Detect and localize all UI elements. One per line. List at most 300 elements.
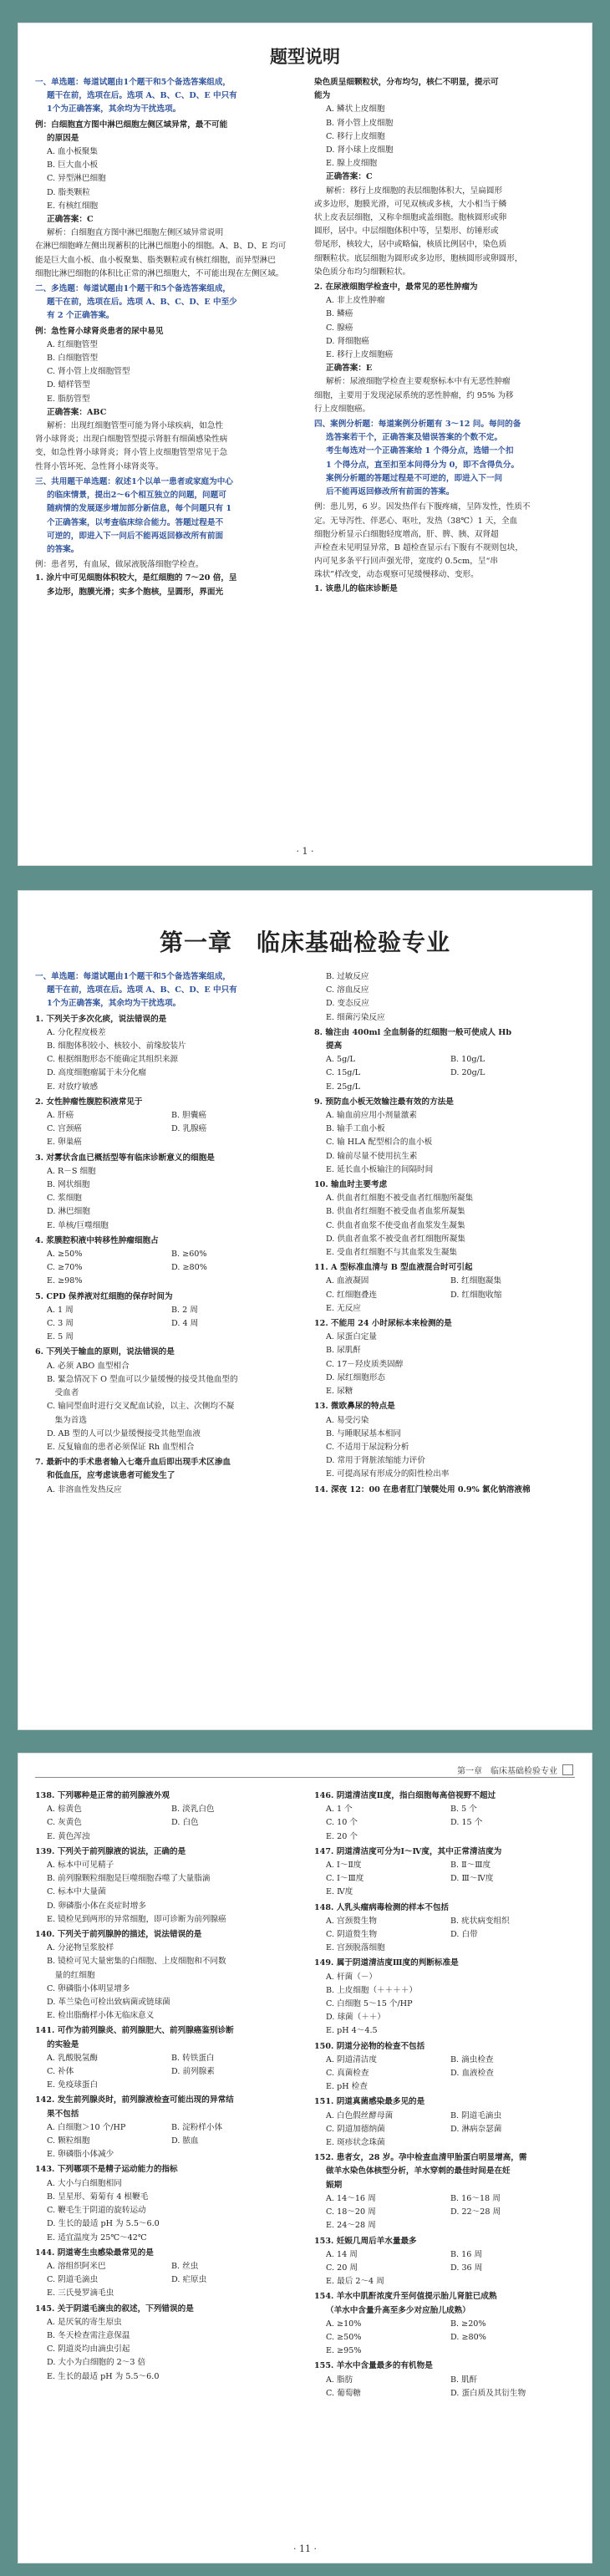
option-text: A. 血液凝固 (326, 1276, 369, 1286)
option-pair (314, 2110, 575, 2122)
text-line: 正确答案：C (47, 215, 94, 225)
text-line: 144. 阴道寄生虫感染最常见的是 (35, 2248, 154, 2258)
page-number: · 11 · (293, 2543, 317, 2554)
option-text: C. 阴道毛滴虫 (47, 2275, 99, 2285)
right-column (314, 971, 575, 1498)
option-pair (314, 2193, 575, 2205)
left-column (35, 1790, 296, 2401)
text-line: A. 非溶血性发热反应 (47, 1484, 122, 1494)
header-rule (35, 1777, 575, 1778)
text-line: C. 不适用于尿淀粉分析 (326, 1442, 409, 1452)
text-line: A. R－S 细胞 (47, 1166, 96, 1176)
option-pair (35, 2122, 296, 2134)
text-line: 定。无导泻性、伴恶心、呕吐，发热（38℃）1 天，全血 (314, 516, 518, 526)
text-line: B. 緊急情况下 O 型血可以少量缓慢的接受其他血型的 (47, 1374, 238, 1384)
text-line: C. 溶血反应 (326, 985, 369, 995)
text-line: 147. 阴道清洁度可分为Ⅰ～Ⅳ度，其中正常清洁度为 (314, 1846, 502, 1856)
text-line: D. 大小为白细胞的 2～3 倍 (47, 2358, 146, 2368)
option-text: C. 颗粒细胞 (47, 2136, 90, 2146)
text-line: 后不能再返回修改所有前面的答案。 (326, 487, 455, 497)
text-line: E. 黄色浑浊 (47, 1831, 90, 1841)
text-line: B. 前列腺颗粒细胞是巨噬细胞吞噬了大量脂滴 (47, 1874, 211, 1884)
text-line: D. 尿红细胞形态 (326, 1372, 386, 1382)
option-text: A. 阴道清洁度 (326, 2054, 377, 2064)
option-text: A. 14～16 周 (326, 2193, 376, 2203)
option-text: B. 5 个 (450, 1805, 477, 1815)
text-line: 解析：移行上皮细胞的表层细胞体积大，呈扁圆形 (326, 186, 503, 196)
option-text: B. 红细胞凝集 (450, 1276, 502, 1286)
right-column (314, 1790, 575, 2401)
option-pair (35, 2261, 296, 2273)
option-pair (35, 2066, 296, 2078)
option-text: B. 淡乳白色 (171, 1805, 215, 1815)
page-2 (18, 891, 592, 1729)
text-line: B. 输手工血小板 (326, 1124, 385, 1134)
chapter-title: 第一章 临床基础检验专业 (159, 929, 450, 956)
text-line: 一、单选题：每道试题由1个题干和5个备选答案组成， (35, 78, 231, 87)
text-line: 受血者 (47, 1388, 79, 1398)
option-text: D. 15 个 (450, 1818, 483, 1828)
text-line: 145. 关于阴道毛滴虫的叙述，下列错误的是 (35, 2304, 194, 2314)
option-pair (314, 2249, 575, 2261)
text-line: 能是巨大血小板、血小板聚集、脂类颗粒或有核红细胞，而异型淋巴 (35, 255, 276, 265)
option-text: B. ≥60% (171, 1250, 207, 1260)
option-text: D. 前列腺素 (171, 2067, 215, 2077)
text-line: 状上皮表层细胞，又称伞细胞或盖细胞。胞核圆形或卵 (314, 213, 507, 223)
option-text: D. 蛋白质及其衍生物 (450, 2388, 526, 2398)
text-line: E. 镜检见到两形的异常细胞，即可诊断为前列腺癌 (47, 1914, 226, 1924)
option-text: C. 18～20 周 (326, 2207, 376, 2217)
text-line: 果不包括 (47, 2109, 79, 2119)
option-text: D. 22～28 周 (450, 2207, 501, 2217)
text-line: 例：患儿男，6 岁。因发热伴右下腹疼痛，呈阵发性，性质不 (314, 502, 531, 512)
option-text: B. 转铁蛋白 (171, 2053, 215, 2063)
option-pair (314, 1804, 575, 1815)
text-line: E. 腺上皮细胞 (326, 159, 378, 169)
option-text: C. ≥70% (47, 1263, 83, 1273)
text-line: 随病情的发展逐步增加部分新信息，每个问题只有 1 (47, 504, 232, 514)
text-line: 154. 羊水中肌酐浓度升至何值提示胎儿肾脏已成熟 (314, 2292, 497, 2302)
text-line: （羊水中含量升高至多少对应胎儿成熟） (326, 2305, 470, 2315)
text-line: 解析：尿液细胞学检查主要观察标本中有无恶性肿瘤 (326, 377, 511, 387)
text-line: D. 供血者血浆不被受血者红细胞所凝集 (326, 1234, 465, 1244)
text-line: B. 尿肌酐 (326, 1346, 361, 1356)
text-line: 正确答案：C (326, 172, 373, 182)
text-line: 细胞，主要用于发现泌尿系统的恶性肿瘤，约 95% 为移 (314, 390, 514, 400)
text-line: 考生每选对一个正确答案给 1 个得分点，选错一个扣 (326, 446, 514, 456)
page-1 (18, 23, 592, 865)
text-line: A. 供血者红细胞不被受血者红细胞所凝集 (326, 1194, 474, 1204)
text-line: 153. 妊娠几周后羊水量最多 (314, 2236, 417, 2246)
text-line: 染色质分布均匀细颗粒状。 (314, 267, 411, 277)
text-line: D. 生长的最适 pH 为 5.5～6.0 (47, 2219, 160, 2229)
option-text: C. 灰黄色 (47, 1818, 82, 1828)
text-line: 或多边形，胞膜光滑，可见双核或多核，大小相当于鳞 (314, 199, 507, 209)
left-column (35, 971, 296, 1498)
option-text: D. 乳腺癌 (171, 1124, 207, 1134)
option-pair (314, 1275, 575, 1287)
option-text: A. 宫颈赘生物 (326, 1916, 377, 1926)
text-line: 13. 微欧鼻尿的特点是 (314, 1402, 395, 1412)
option-text: C. 宫颈癌 (47, 1124, 82, 1134)
text-line: D. 肾细胞癌 (326, 336, 369, 346)
text-line: 量的红细胞 (47, 1970, 95, 1980)
text-line: 二、多选题：每道试题由1个题干和5个备选答案组成， (35, 284, 231, 294)
text-line: 一、单选题：每道试题由1个题干和5个备选答案组成， (35, 972, 231, 981)
option-pair (35, 2053, 296, 2064)
text-line: C. 异型淋巴细胞 (47, 174, 106, 184)
text-line: A. 易受污染 (326, 1415, 369, 1425)
text-line: 娠期 (326, 2180, 343, 2190)
text-line: 多边形，胞膜光滑；实多个胞核，呈圆形，界面光 (47, 587, 224, 597)
text-line: E. 对放疗敏感 (47, 1082, 99, 1092)
text-line: E. 斑疹状念珠菌 (326, 2138, 385, 2148)
text-line: 案例分析题的答题过程是不可逆的，即进入下一问 (326, 473, 503, 483)
text-line: 10. 输血时主要考虑 (314, 1180, 388, 1190)
text-line: B. 与睡眠尿基本相同 (326, 1428, 401, 1438)
text-line: 1 个得分点，直至扣至本问得分为 0，即不含得负分。 (326, 460, 520, 470)
option-text: D. 疟原虫 (171, 2275, 207, 2285)
text-line: 行上皮细胞癌。 (314, 404, 371, 414)
option-text: D. Ⅲ～Ⅳ度 (450, 1874, 494, 1884)
page-3 (18, 1754, 592, 2563)
text-line: 例：急性肾小球肾炎患者的尿中易见 (35, 326, 164, 336)
text-line: 解析：出现红细胞管型可能为肾小球疾病，如急性 (47, 421, 224, 431)
left-column (35, 77, 296, 600)
text-line: 140. 下列关于前列腺肿的描述，说法错误的是 (35, 1930, 202, 1940)
option-text: C. Ⅰ～Ⅲ度 (326, 1874, 364, 1884)
option-text: C. 10 个 (326, 1818, 358, 1828)
option-pair (314, 1054, 575, 1066)
text-line: E. 延长血小板输注的间隔时间 (326, 1164, 434, 1174)
option-text: B. 阴道毛滴虫 (450, 2110, 502, 2120)
text-line: 在淋巴细胞峰左侧出现蓄积的比淋巴细胞小的细胞。A、B、D、E 均可 (35, 242, 287, 252)
option-pair (314, 1916, 575, 1927)
text-line: A. 尿蛋白定量 (326, 1332, 377, 1342)
option-text: B. 10g/L (450, 1055, 485, 1065)
text-line: A. 杆菌（－） (326, 1972, 377, 1982)
option-text: D. 36 周 (450, 2263, 483, 2273)
text-line: E. 细菌污染反应 (326, 1012, 385, 1022)
option-text: C. 葡萄糖 (326, 2388, 361, 2398)
text-line: E. 25g/L (326, 1082, 361, 1092)
text-line: A. 分泌物呈浆胶样 (47, 1943, 114, 1953)
text-line: E. ≥95% (326, 2346, 362, 2356)
option-text: C. 阴道赘生物 (326, 1930, 378, 1940)
text-line: 155. 羊水中含量最多的有机物是 (314, 2361, 433, 2371)
text-line: D. 蜡样管型 (47, 380, 90, 390)
text-line: C. 17－羟皮质类固醇 (326, 1359, 404, 1369)
option-text: D. ≥80% (171, 1263, 207, 1273)
text-line: E. 有核红细胞 (47, 201, 99, 211)
option-text: C. 补体 (47, 2067, 74, 2077)
text-line: D. 肾小球上皮细胞 (326, 145, 394, 155)
option-pair (314, 1290, 575, 1301)
text-line: C. 标本中大量菌 (47, 1887, 106, 1897)
option-text: A. 棕黄色 (47, 1805, 82, 1815)
text-line: A. 必须 ABO 血型相合 (47, 1361, 130, 1371)
text-line: C. 根据细胞形态不能确定其组织来源 (47, 1055, 179, 1065)
text-line: 12. 不能用 24 小时尿标本来检测的是 (314, 1319, 452, 1329)
text-line: 细胞分析显示白细胞轻度增高，肝、脾、胰、双肾超 (314, 529, 499, 539)
text-line: 带尾形，核较大，居中或略偏，核质比例居中，染色质 (314, 240, 507, 250)
text-line: 的临床情景，提出2～6个相互独立的问题，问题可 (47, 491, 226, 501)
text-line: C. 移行上皮细胞 (326, 131, 385, 141)
text-line: 能为 (314, 91, 331, 101)
option-pair (35, 1804, 296, 1815)
option-text: A. 1 个 (326, 1805, 353, 1815)
text-line: 141. 可作为前列腺炎、前列腺肥大、前列腺癌鉴别诊断 (35, 2026, 234, 2036)
text-line: 11. A 型标准血清与 B 型血液混合时可引起 (314, 1263, 473, 1273)
text-line: 4. 浆膜腔积液中转移性肿瘤细胞占 (35, 1235, 159, 1245)
text-line: D. 输前尽量不使用抗生素 (326, 1151, 418, 1161)
option-pair (35, 2136, 296, 2147)
option-text: A. 白细胞＞10 个/HP (47, 2122, 126, 2132)
text-line: 2. 在尿液细胞学检查中，最常见的恶性肿瘤为 (314, 283, 478, 293)
text-line: E. 脂肪管型 (47, 394, 90, 404)
option-pair (314, 1873, 575, 1885)
text-line: A. 标本中可见精子 (47, 1861, 114, 1871)
text-line: E. pH 检查 (326, 2082, 368, 2092)
option-text: B. 丝虫 (171, 2261, 199, 2271)
option-text: C. ≥50% (326, 2332, 362, 2342)
text-line: B. 冬天检查需注意保温 (47, 2330, 130, 2340)
text-line: 声检查未见明显异常，B 超检查显示右下腹有不规则包块， (314, 542, 523, 552)
text-line: 1. 涂片中可见细胞体积较大，是红细胞的 7～20 倍，呈 (35, 573, 237, 583)
text-line: 7. 最新中的手术患者输入七毫升血后即出现手术区渗血 (35, 1458, 231, 1468)
text-line: B. 镜检可见大量密集的白细胞、上皮细胞和不同数 (47, 1957, 226, 1967)
text-line: E. 受血者红细胞不与其血浆发生凝集 (326, 1248, 458, 1258)
text-line: 151. 阴道真菌感染最多见的是 (314, 2097, 425, 2107)
option-pair (314, 2124, 575, 2136)
option-text: A. 脂肪 (326, 2375, 353, 2385)
option-text: D. 红细胞收缩 (450, 1290, 502, 1300)
text-line: 1. 下列关于多次化痰，说法错误的是 (35, 1014, 167, 1024)
text-line: 例：白细胞直方图中淋巴细胞左侧区域异常，最不可能 (35, 120, 228, 130)
text-line: A. 非上皮性肿瘤 (326, 296, 385, 306)
text-line: D. 脂类颗粒 (47, 187, 90, 197)
option-text: D. 淋病奈瑟菌 (450, 2124, 502, 2134)
text-line: D. 球菌（＋＋） (326, 2013, 386, 2023)
text-line: 143. 下列哪项不是精子运动能力的指标 (35, 2165, 178, 2175)
text-line: E. 反复输血的患者必须保证 Rh 血型相合 (47, 1442, 195, 1452)
text-line: 的原因是 (47, 133, 79, 143)
text-line: A. 血小板聚集 (47, 147, 98, 157)
option-pair (314, 2332, 575, 2344)
text-line: E. Ⅳ度 (326, 1887, 353, 1897)
option-pair (314, 1817, 575, 1829)
text-line: E. 尿糖 (326, 1387, 353, 1397)
text-line: C. 鞭毛生于阴道的旋转运动 (47, 2206, 146, 2216)
text-line: E. 可提高尿有形成分的阳性检出率 (326, 1469, 450, 1479)
text-line: 细颗粒状。底层细胞为圆形或多边形，胞核圆形或卵圆形， (314, 253, 523, 263)
option-pair (314, 2207, 575, 2218)
option-text: B. 疣状病变组织 (450, 1916, 510, 1926)
text-line: B. 过敏反应 (326, 972, 369, 981)
text-line: A. 红细胞管型 (47, 339, 98, 349)
text-line: 选答案若干个，正确答案及错误答案的个数不定。 (326, 433, 503, 443)
option-pair (35, 2274, 296, 2286)
text-line: 150. 阴道分泌物的检查不包括 (314, 2041, 425, 2051)
option-text: C. 真菌检查 (326, 2069, 369, 2079)
option-pair (35, 1123, 296, 1135)
text-line: E. 三氏曼罗滴毛虫 (47, 2288, 114, 2299)
text-line: E. 宫颈脱落细胞 (326, 1943, 385, 1953)
right-column (314, 77, 575, 600)
option-pair (314, 1929, 575, 1941)
text-line: 138. 下列哪种是正常的前列腺液外观 (35, 1791, 170, 1800)
option-text: B. 16～18 周 (450, 2193, 501, 2203)
option-pair (314, 2319, 575, 2330)
text-line: E. 免疫球蛋白 (47, 2080, 99, 2090)
text-line: D. 高度细胞瘤属于未分化瘤 (47, 1068, 146, 1078)
text-line: 14. 深夜 12：00 在患者肛门皱襞处用 0.9% 氯化钠溶液棉 (314, 1484, 531, 1494)
text-line: 内可见多条平行回声强光带，宽度约 0.5cm，呈“串 (314, 557, 498, 567)
text-line: C. 白细胞 5～15 个/HP (326, 1999, 413, 2009)
option-pair (314, 2388, 575, 2400)
text-line: 正确答案：E (326, 364, 373, 374)
text-line: 变，如急性肾小球肾炎；肾小管上皮细胞管型常见于急 (35, 448, 228, 458)
option-text: C. 红细胞叠连 (326, 1290, 378, 1300)
page-number: · 1 · (296, 846, 314, 857)
text-line: B. 上皮细胞（＋＋＋＋） (326, 1985, 418, 1995)
page-title: 题型说明 (270, 46, 340, 67)
option-text: D. 脓血 (171, 2136, 199, 2146)
option-text: A. 5g/L (326, 1055, 355, 1065)
option-text: D. 白带 (450, 1930, 478, 1940)
option-pair (35, 1305, 296, 1316)
text-line: E. 检出脂酶样小体无临床意义 (47, 2011, 155, 2021)
option-text: D. 白色 (171, 1818, 199, 1828)
text-line: B. 巨大血小板 (47, 160, 99, 171)
text-line: E. 单核/巨噬细胞 (47, 1220, 109, 1230)
text-line: 三、共用题干单选题：叙述1个以单一患者或家庭为中心 (35, 476, 233, 486)
option-text: D. 血液检查 (450, 2069, 494, 2079)
option-text: A. 14 周 (326, 2249, 358, 2259)
option-text: D. 20g/L (450, 1068, 485, 1078)
text-line: 139. 下列关于前列腺液的说法，正确的是 (35, 1846, 186, 1856)
text-line: D. 卵磷脂小体在炎症时增多 (47, 1901, 146, 1911)
option-text: B. 2 周 (171, 1305, 198, 1315)
option-pair (314, 1860, 575, 1871)
option-text: B. Ⅱ～Ⅲ度 (450, 1861, 491, 1871)
option-pair (35, 1110, 296, 1122)
text-line: C. 浆细胞 (47, 1194, 82, 1204)
text-line: 1个为正确答案，其余均为干扰选项。 (47, 104, 181, 115)
running-head (457, 1764, 573, 1776)
text-line: 有 2 个正确答案。 (47, 311, 114, 321)
option-text: A. 肝癌 (47, 1111, 74, 1121)
text-line: E. ≥98% (47, 1276, 83, 1286)
option-pair (314, 2375, 575, 2386)
option-text: B. 16 周 (450, 2249, 483, 2259)
option-text: A. 乳酸脱氢酶 (47, 2053, 98, 2063)
text-line: B. 细胞体积较小、核较小、前缘胶装片 (47, 1041, 186, 1051)
text-line: 146. 阴道清洁度Ⅱ度，指白细胞每高倍视野不超过 (314, 1791, 496, 1800)
option-pair (314, 2068, 575, 2080)
text-line: E. pH 4～4.5 (326, 2026, 378, 2036)
text-line: E. 适宜温度为 25℃～42℃ (47, 2232, 147, 2243)
option-text: A. 白色假丝酵母菌 (326, 2110, 394, 2120)
option-text: C. 3 周 (47, 1319, 74, 1329)
option-pair (314, 2263, 575, 2274)
text-line: 题干在前，选项在后。选项 A、B、C、D、E 中只有 (47, 91, 237, 101)
text-line: 染色质呈细颗粒状，分布均匀，核仁不明显，提示可 (314, 78, 499, 87)
option-pair (314, 1067, 575, 1079)
text-line: 题干在前，选项在后。选项 A、B、C、D、E 中至少 (47, 298, 237, 308)
text-line: 解析：白细胞直方图中淋巴细胞左侧区域异常说明 (47, 228, 224, 238)
text-line: E. 卵磷脂小体减少 (47, 2150, 114, 2160)
text-line: E. 5 周 (47, 1332, 74, 1342)
text-line: C. 输同型血时进行交叉配血试验，以主、次侧均不凝 (47, 1402, 235, 1412)
text-line: 可逆的，即进入下一问后不能再返回修改所有前面 (47, 531, 224, 541)
text-line: A. 是厌氧的寄生原虫 (47, 2317, 122, 2327)
option-text: C. 15g/L (326, 1068, 361, 1078)
option-text: B. 胆囊癌 (171, 1111, 206, 1121)
option-text: A. 1 周 (47, 1305, 74, 1315)
text-line: 性肾小管坏死、急性肾小球肾炎等。 (35, 461, 164, 471)
text-line: A. 大小与白细胞相同 (47, 2178, 122, 2188)
text-line: B. 网状细胞 (47, 1180, 90, 1190)
text-line: 2. 女性肿瘤性腹腔积液常见于 (35, 1097, 143, 1107)
text-line: C. 阴道炎均由滴虫引起 (47, 2344, 130, 2355)
text-line: D. 常用于肾脏浓缩能力评价 (326, 1456, 425, 1466)
text-line: C. 输 HLA 配型相合的血小板 (326, 1138, 433, 1148)
text-line: A. 鳞状上皮细胞 (326, 104, 385, 115)
option-text: C. 阴道加德纳菌 (326, 2124, 385, 2134)
option-pair (35, 1249, 296, 1260)
text-line: 的答案。 (47, 544, 79, 554)
option-pair (35, 1318, 296, 1330)
option-text: B. ≥20% (450, 2319, 486, 2329)
text-line: C. 腺癌 (326, 323, 353, 333)
text-line: B. 呈星形、菊菊有 4 根鞭毛 (47, 2192, 149, 2202)
text-line: D. 淋巴细胞 (47, 1207, 90, 1217)
text-line: 圆形，居中。中层细胞体积中等，呈梨形、纺锤形或 (314, 227, 499, 237)
text-line: A. 分化程度极差 (47, 1027, 106, 1037)
option-text: B. 肌酐 (450, 2375, 478, 2385)
text-line: E. 24～28 周 (326, 2221, 376, 2231)
text-line: 148. 人乳头瘤病毒检测的样本不包括 (314, 1902, 450, 1912)
text-line: 的实验是 (47, 2039, 79, 2049)
text-line: 6. 下列关于输血的原则，说法错误的是 (35, 1347, 175, 1357)
text-line: E. 20 个 (326, 1831, 358, 1841)
text-line: 个正确答案，以考查临床综合能力。答题过程是不 (47, 517, 224, 527)
text-line: D. 变态反应 (326, 999, 369, 1009)
option-text: B. 淀粉样小体 (171, 2122, 223, 2132)
text-line: D. AB 型的人可以少量缓慢接受其他型血液 (47, 1428, 201, 1438)
text-line: 做羊水染色体核型分析，羊水穿刺的最佳时间是在妊 (326, 2166, 511, 2176)
option-text: A. ≥50% (47, 1250, 83, 1260)
option-text: A. Ⅰ～Ⅱ度 (326, 1861, 362, 1871)
text-line: B. 鳞癌 (326, 309, 353, 319)
text-line: E. 卵巢癌 (47, 1138, 82, 1148)
text-line: 题干在前，选项在后。选项 A、B、C、D、E 中只有 (47, 985, 237, 995)
header-box-icon (562, 1764, 573, 1775)
text-line: 3. 对雾状含血已概括型等有临床诊断意义的细胞是 (35, 1153, 215, 1163)
text-line: E. 无反应 (326, 1303, 361, 1313)
option-pair (35, 1817, 296, 1829)
option-text: A. ≥10% (326, 2319, 362, 2329)
text-line: B. 供血者红细胞不被受血者血浆所凝集 (326, 1207, 465, 1217)
text-line: 8. 输注由 400ml 全血制备的红细胞一般可使成人 Hb (314, 1027, 512, 1037)
text-line: 和低血压，应考虑该患者可能发生了 (47, 1471, 175, 1481)
option-text: C. 20 周 (326, 2263, 358, 2273)
option-text: D. 4 周 (171, 1319, 199, 1329)
text-line: E. 生长的最适 pH 为 5.5～6.0 (47, 2371, 160, 2381)
text-line: 1. 该患儿的临床诊断是 (314, 583, 398, 593)
option-text: B. 滴虫检查 (450, 2054, 494, 2064)
